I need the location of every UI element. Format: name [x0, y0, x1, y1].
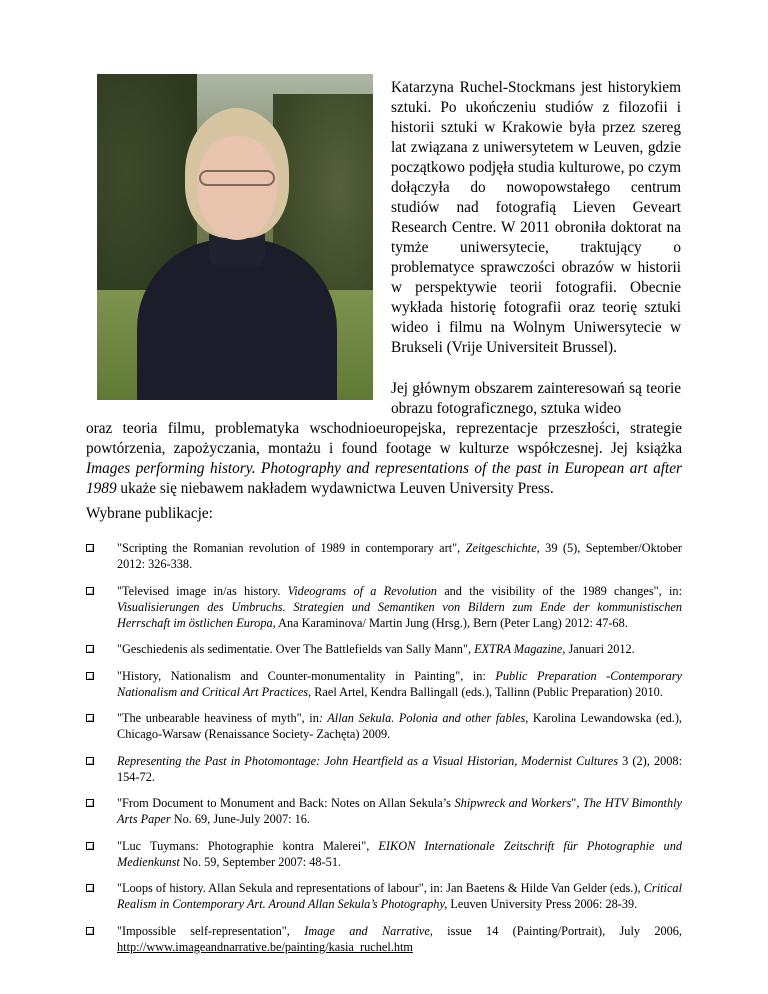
- publication-item: "Luc Tuymans: Photographie kontra Malerei", EIKON Internationale Zeitschrift für Photographie und Medienkunst No. 59, September 2007: 48-51.: [86, 838, 682, 870]
- checkbox-bullet-icon: [86, 799, 94, 807]
- checkbox-bullet-icon: [86, 884, 94, 892]
- publication-link[interactable]: http://www.imageandnarrative.be/painting/kasia_ruchel.htm: [117, 939, 413, 954]
- checkbox-bullet-icon: [86, 927, 94, 935]
- checkbox-bullet-icon: [86, 587, 94, 595]
- checkbox-bullet-icon: [86, 544, 94, 552]
- publication-item: "Geschiedenis als sedimentatie. Over The Battlefields van Sally Mann", EXTRA Magazine, Januari 2012.: [86, 641, 682, 657]
- publication-item: "The unbearable heaviness of myth", in: Allan Sekula. Polonia and other fables, Karolina Lewandowska (ed.), Chicago-Warsaw (Renaissance Society- Zachęta) 2009.: [86, 710, 682, 742]
- research-paragraph-start: Jej głównym obszarem zainteresowań są teorie obrazu fotograficznego, sztuka wideo: [391, 380, 681, 417]
- checkbox-bullet-icon: [86, 672, 94, 680]
- checkbox-bullet-icon: [86, 645, 94, 653]
- publication-item: "Televised image in/as history. Videograms of a Revolution and the visibility of the 1989 changes", in: Visualisierungen des Umbruchs. Strategien und Semantiken von Bildern zum Ende der kommunistischen Herrschaft im östlichen Europa, Ana Karaminova/ Martin Jung (Hrsg.), Bern (Peter Lang) 2012: 47-68.: [86, 583, 682, 631]
- research-paragraph-cont: oraz teoria filmu, problematyka wschodnioeuropejska, reprezentacje przeszłości, strategie powtórzenia, zapożyczania, montażu i found footage w kulturze współczesnej. Jej książka Images performing history. Photography and representations of the past in European art after 1989 ukaże się niebawem nakładem wydawnictwa Leuven University Press.: [86, 420, 682, 497]
- bio-paragraph: Katarzyna Ruchel-Stockmans jest historykiem sztuki. Po ukończeniu studiów z filozofii i historii sztuki w Krakowie była przez szereg lat związana z uniwersytetem w Leuven, gdzie początkowo podjęła studia kulturowe, po czym dołączyła do nowopowstałego centrum studiów nad fotografią Lieven Geveart Research Centre. W 2011 obroniła doktorat na tymże uniwersytecie, traktujący o problematyce sprawczości obrazów w historii w perspektywie teorii fotografii. Obecnie wykłada historię fotografii oraz teorię sztuki wideo i filmu na Wolnym Uniwersytecie w Brukseli (Vrije Universiteit Brussel).: [391, 79, 681, 356]
- publication-item: "History, Nationalism and Counter-monumentality in Painting", in: Public Preparation -Contemporary Nationalism and Critical Art Practices, Rael Artel, Kendra Ballingall (eds.), Tallinn (Public Preparation) 2010.: [86, 668, 682, 700]
- checkbox-bullet-icon: [86, 842, 94, 850]
- portrait-photo: [97, 74, 373, 400]
- publication-item: "From Document to Monument and Back: Notes on Allan Sekula’s Shipwreck and Workers", The HTV Bimonthly Arts Paper No. 69, June-July 2007: 16.: [86, 795, 682, 827]
- publication-item: "Loops of history. Allan Sekula and representations of labour", in: Jan Baetens & Hilde Van Gelder (eds.), Critical Realism in Contemporary Art. Around Allan Sekula’s Photography, Leuven University Press 2006: 28-39.: [86, 880, 682, 912]
- publication-item: "Impossible self-representation", Image and Narrative, issue 14 (Painting/Portrait), July 2006, http://www.imageandnarrative.be/painting/kasia_ruchel.htm: [86, 923, 682, 955]
- publication-item: "Scripting the Romanian revolution of 1989 in contemporary art", Zeitgeschichte, 39 (5), September/Oktober 2012: 326-338.: [86, 540, 682, 572]
- publications-heading: Wybrane publikacje:: [86, 505, 213, 522]
- book-title: Images performing history. Photography and representations of the past in European art after 1989: [86, 460, 682, 497]
- checkbox-bullet-icon: [86, 757, 94, 765]
- publications-list: [86, 540, 682, 965]
- publication-item: Representing the Past in Photomontage: John Heartfield as a Visual Historian, Modernist Cultures 3 (2), 2008: 154-72.: [86, 753, 682, 785]
- checkbox-bullet-icon: [86, 714, 94, 722]
